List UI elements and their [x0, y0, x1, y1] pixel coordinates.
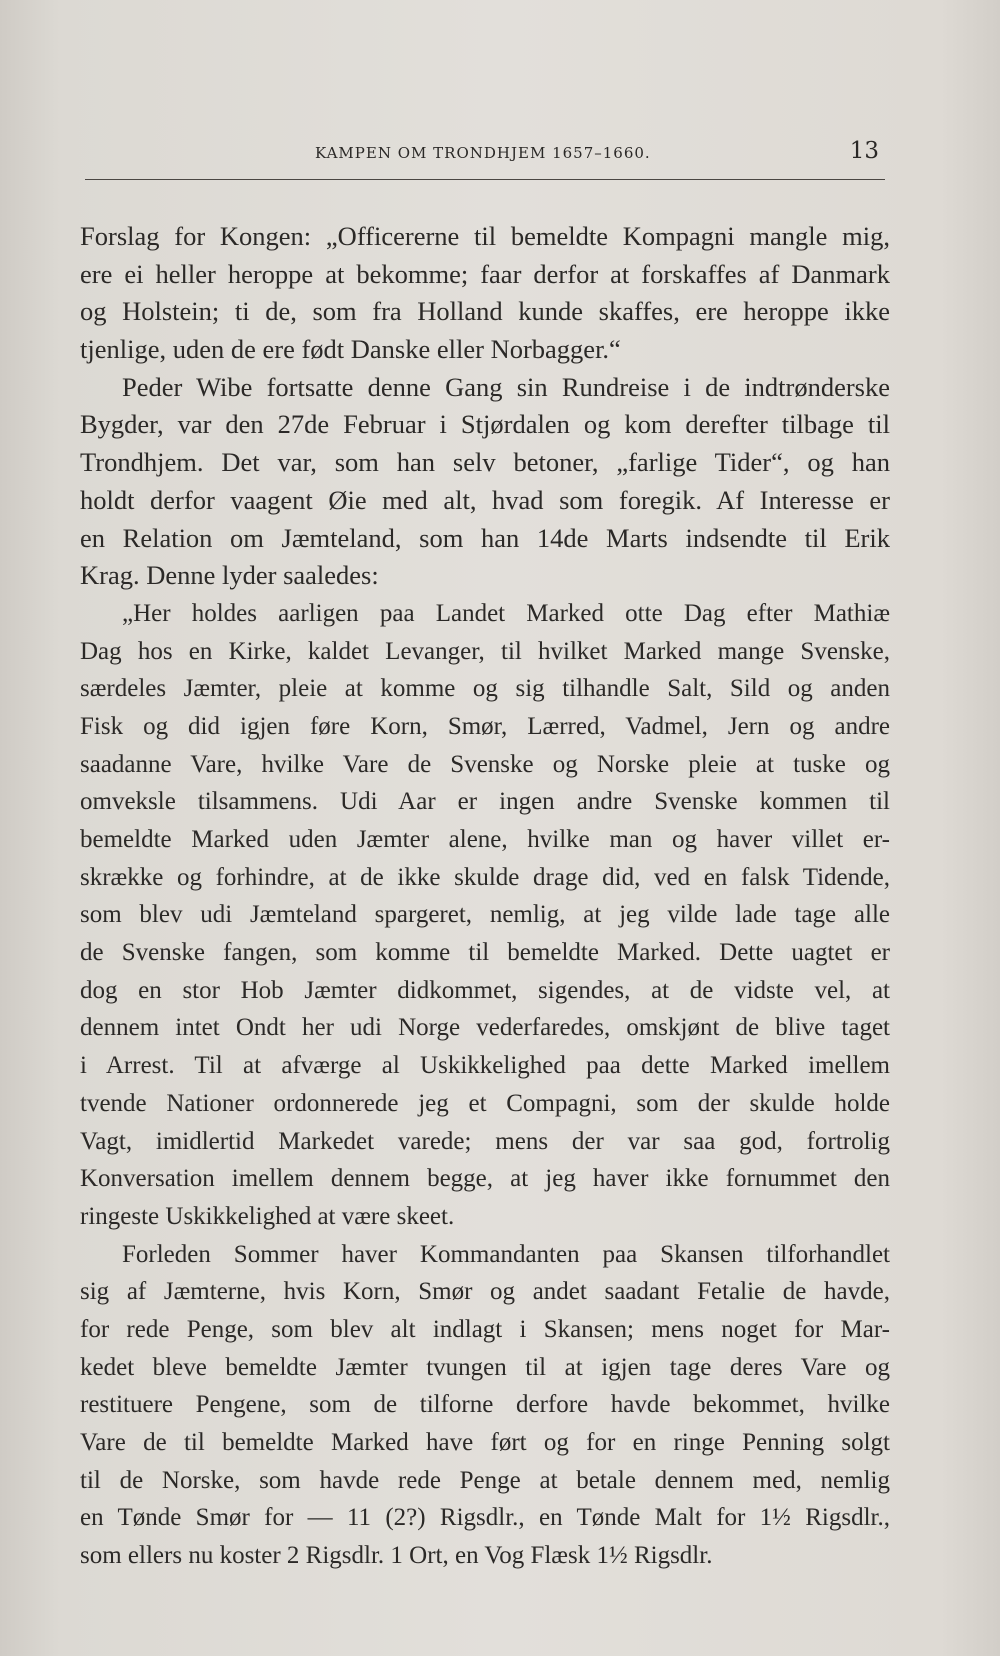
text-line: i Arrest. Til at afværge al Uskikkelighed paa dette Marked imellem — [80, 1052, 890, 1080]
text-line: tjenlige, uden de ere født Danske eller Norbagger.“ — [80, 334, 621, 365]
text-line: sig af Jæmterne, hvis Korn, Smør og andet saadant Fetalie de havde, — [80, 1278, 890, 1306]
text-line: Peder Wibe fortsatte denne Gang sin Rundreise i de indtrønderske — [122, 371, 890, 402]
text-line: omveksle tilsammens. Udi Aar er ingen andre Svenske kommen til — [80, 788, 890, 816]
text-line: som blev udi Jæmteland spargeret, nemlig, at jeg vilde lade tage alle — [80, 901, 890, 929]
text-line: dennem intet Ondt her udi Norge vederfaredes, omskjønt de blive taget — [80, 1014, 890, 1042]
text-line: Konversation imellem dennem begge, at jeg haver ikke fornummet den — [80, 1165, 890, 1193]
page-header — [85, 138, 885, 178]
running-title: KAMPEN OM TRONDHJEM 1657–1660. — [315, 144, 651, 162]
text-line: bemeldte Marked uden Jæmter alene, hvilke man og haver villet er- — [80, 826, 890, 853]
text-line: Vare de til bemeldte Marked have ført og for en ringe Penning solgt — [80, 1429, 890, 1456]
text-line: og Holstein; ti de, som fra Holland kunde skaffes, ere heroppe ikke — [80, 296, 890, 327]
text-line: saadanne Vare, hvilke Vare de Svenske og Norske pleie at tuske og — [80, 750, 890, 778]
text-line: Bygder, var den 27de Februar i Stjørdalen og kom derefter tilbage til — [80, 409, 890, 440]
text-line: Dag hos en Kirke, kaldet Levanger, til hvilket Marked mange Svenske, — [80, 637, 890, 665]
text-line: dog en stor Hob Jæmter didkommet, sigendes, at de vidste vel, at — [80, 976, 890, 1004]
body-text — [80, 218, 890, 1575]
text-line: særdeles Jæmter, pleie at komme og sig tilhandle Salt, Sild og anden — [80, 675, 890, 703]
text-line: Forslag for Kongen: „Officererne til bemeldte Kompagni mangle mig, — [80, 221, 890, 251]
text-line: Vagt, imidlertid Markedet varede; mens der var saa god, fortrolig — [80, 1127, 890, 1155]
text-line: kedet bleve bemeldte Jæmter tvungen til at igjen tage deres Vare og — [80, 1353, 890, 1381]
text-line: en Tønde Smør for — 11 (2?) Rigsdlr., en Tønde Malt for 1½ Rigsdlr., — [80, 1504, 890, 1532]
text-line: de Svenske fangen, som komme til bemeldte Marked. Dette uagtet er — [80, 939, 890, 967]
header-rule — [85, 179, 885, 180]
text-line: ringeste Uskikkelighed at være skeet. — [80, 1202, 455, 1230]
text-line: Trondhjem. Det var, som han selv betoner, „farlige Tider“, og han — [80, 447, 890, 478]
text-line: en Relation om Jæmteland, som han 14de Marts indsendte til Erik — [80, 522, 890, 553]
text-line: tvende Nationer ordonnerede jeg et Compagni, som der skulde holde — [80, 1089, 890, 1117]
text-line: ere ei heller heroppe at bekomme; faar derfor at forskaffes af Danmark — [80, 258, 890, 289]
text-line: Krag. Denne lyder saaledes: — [80, 560, 379, 591]
text-line: for rede Penge, som blev alt indlagt i Skansen; mens noget for Mar- — [80, 1315, 890, 1343]
text-line: „Her holdes aarligen paa Landet Marked otte Dag efter Mathiæ — [122, 599, 890, 627]
text-line: holdt derfor vaagent Øie med alt, hvad som foregik. Af Interesse er — [80, 484, 890, 515]
text-line: Fisk og did igjen føre Korn, Smør, Lærred, Vadmel, Jern og andre — [80, 712, 890, 740]
text-line: Forleden Sommer haver Kommandanten paa Skansen tilforhandlet — [122, 1240, 890, 1268]
page-number: 13 — [849, 138, 879, 164]
text-line: restituere Pengene, som de tilforne derfore havde bekommet, hvilke — [80, 1391, 890, 1419]
text-line: skrække og forhindre, at de ikke skulde drage did, ved en falsk Tidende, — [80, 863, 890, 891]
text-line: som ellers nu koster 2 Rigsdlr. 1 Ort, en Vog Flæsk 1½ Rigsdlr. — [80, 1542, 713, 1570]
text-line: til de Norske, som havde rede Penge at betale dennem med, nemlig — [80, 1466, 890, 1494]
